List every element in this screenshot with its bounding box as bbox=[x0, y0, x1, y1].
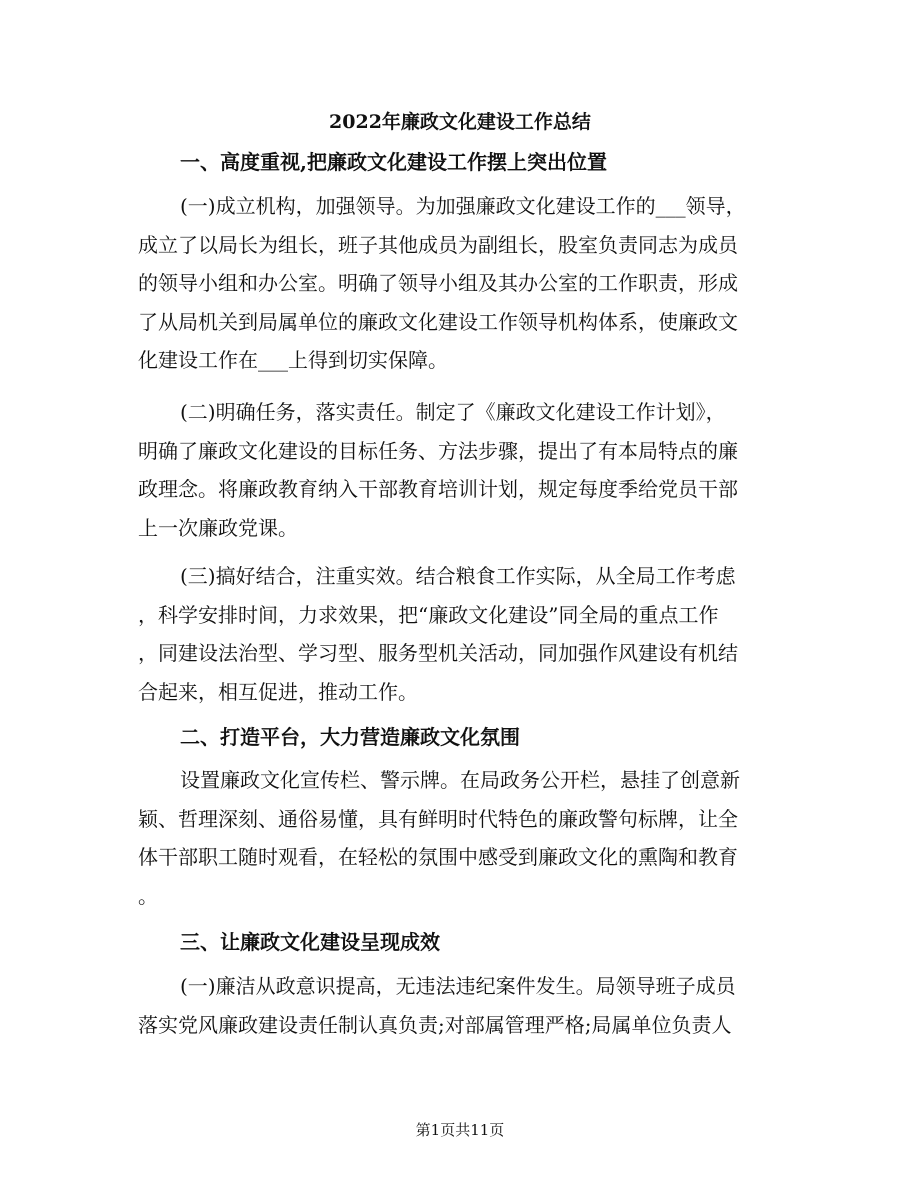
paragraph-line: 政理念。将廉政教育纳入干部教育培训计划，规定每度季给党员干部 bbox=[138, 477, 738, 501]
paragraph-line: 体干部职工随时观看，在轻松的氛围中感受到廉政文化的熏陶和教育 bbox=[138, 845, 738, 869]
paragraph-line: (二)明确任务，落实责任。制定了《廉政文化建设工作计划》， bbox=[180, 400, 726, 424]
paragraph-line: (一)廉洁从政意识提高，无违法违纪案件发生。局领导班子成员 bbox=[180, 974, 736, 998]
section-heading-2: 二、打造平台，大力营造廉政文化氛围 bbox=[180, 725, 520, 749]
paragraph-line: 化建设工作在___上得到切实保障。 bbox=[138, 348, 448, 372]
section-heading-3: 三、让廉政文化建设呈现成效 bbox=[180, 930, 440, 954]
paragraph-line: 。 bbox=[138, 883, 158, 908]
paragraph-line: ，科学安排时间，力求效果，把“廉政文化建设”同全局的重点工作 bbox=[138, 602, 719, 627]
paragraph-5 bbox=[138, 967, 776, 1044]
paragraph-line: 设置廉政文化宣传栏、警示牌。在局政务公开栏，悬挂了创意新 bbox=[180, 768, 740, 792]
paragraph-line: (一)成立机构，加强领导。为加强廉政文化建设工作的___领导， bbox=[180, 194, 746, 218]
paragraph-line: ，同建设法治型、学习型、服务型机关活动，同加强作风建设有机结 bbox=[138, 641, 738, 665]
document-title: 2022年廉政文化建设工作总结 bbox=[329, 111, 591, 133]
paragraph-4 bbox=[138, 761, 776, 915]
paragraph-2 bbox=[138, 393, 776, 547]
paragraph-line: 合起来，相互促进，推动工作。 bbox=[138, 679, 418, 704]
paragraph-line: 明确了廉政文化建设的目标任务、方法步骤，提出了有本局特点的廉 bbox=[138, 438, 738, 463]
paragraph-line: 的领导小组和办公室。明确了领导小组及其办公室的工作职责，形成 bbox=[138, 271, 738, 295]
paragraph-line: 了从局机关到局属单位的廉政文化建设工作领导机构体系，使廉政文 bbox=[138, 309, 738, 334]
paragraph-3 bbox=[138, 557, 776, 711]
paragraph-line: 落实党风廉政建设责任制认真负责;对部属管理严格;局属单位负责人 bbox=[138, 1012, 732, 1037]
page-number: 第1页共11页 bbox=[415, 1121, 505, 1139]
paragraph-line: 颖、哲理深刻、通俗易懂，具有鲜明时代特色的廉政警句标牌，让全 bbox=[138, 806, 738, 831]
paragraph-1 bbox=[138, 187, 776, 380]
paragraph-line: (三)搞好结合，注重实效。结合粮食工作实际，从全局工作考虑 bbox=[180, 564, 736, 588]
paragraph-line: 成立了以局长为组长，班子其他成员为副组长，股室负责同志为成员 bbox=[138, 232, 738, 257]
section-heading-1: 一、高度重视,把廉政文化建设工作摆上突出位置 bbox=[180, 150, 607, 174]
paragraph-line: 上一次廉政党课。 bbox=[138, 515, 298, 540]
